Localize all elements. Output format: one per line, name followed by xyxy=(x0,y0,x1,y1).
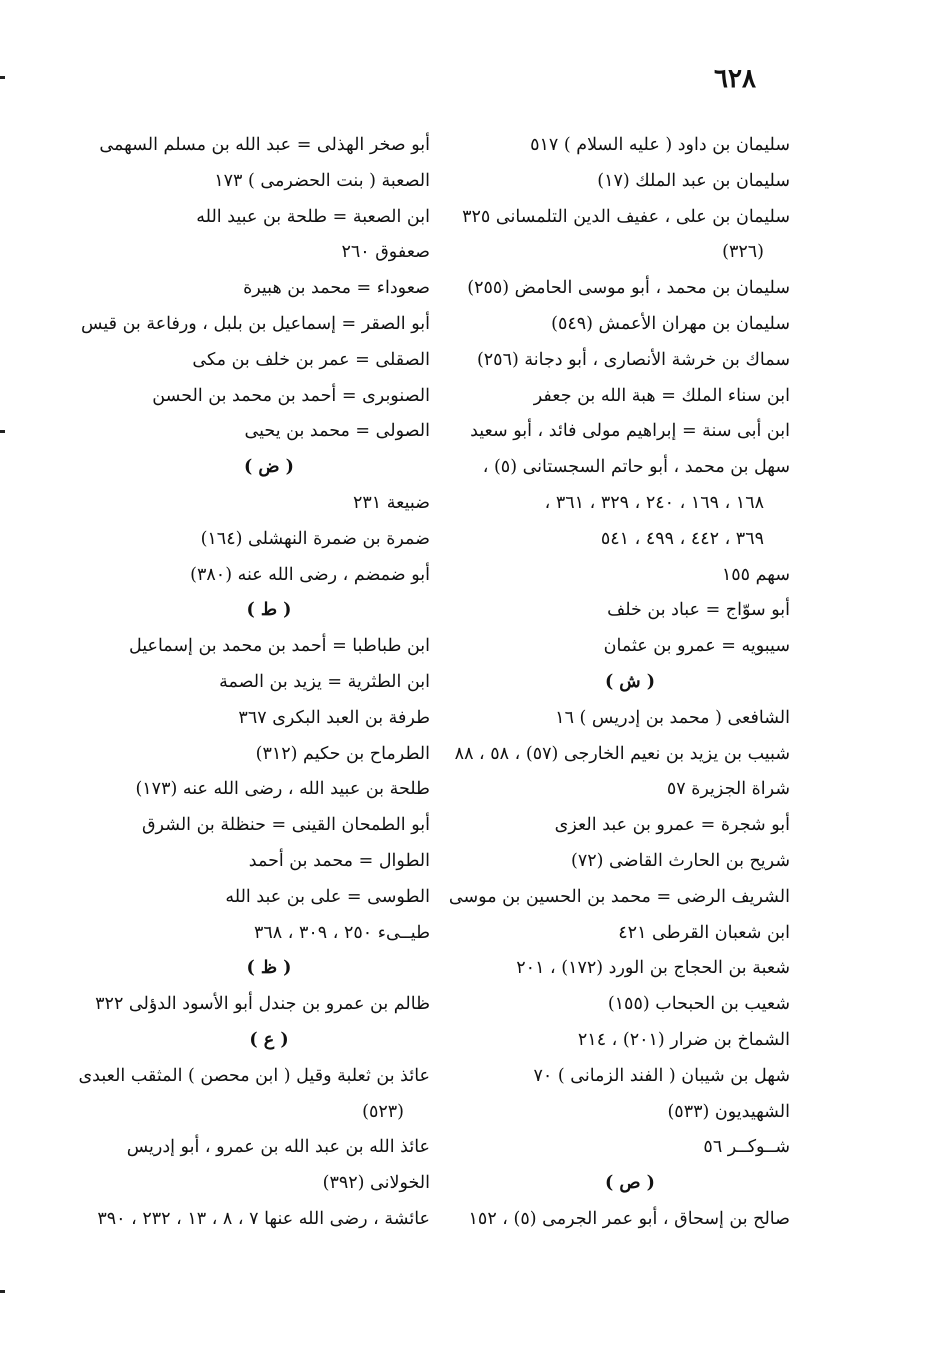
index-entry: عائذ الله بن عبد الله بن عمرو ، أبو إدريس xyxy=(126,1137,430,1158)
index-entry: سهل بن محمد ، أبو حاتم السجستانى (٥) ، xyxy=(482,457,790,478)
index-entry: الخولانى (٣٩٢) xyxy=(322,1173,430,1194)
index-entry: ابن الصعبة = طلحة بن عبيد الله xyxy=(196,206,430,227)
index-entry: أبو صخر الهذلى = عبد الله بن مسلم السهمى xyxy=(99,135,430,155)
index-entry: أبو الطمحان القينى = حنظلة بن الشرق xyxy=(141,815,430,836)
index-entry: الطرماح بن حكيم (٣١٢) xyxy=(255,743,430,764)
scan-mark xyxy=(0,430,5,433)
section-letter-heading: ( ص ) xyxy=(605,1173,655,1194)
scan-mark xyxy=(0,76,5,79)
page-number: ٦٢٨ xyxy=(714,64,756,94)
index-column-right xyxy=(448,128,790,1238)
index-entry: عائذ بن ثعلبة وقيل ( ابن محصن ) المثقب العبدى xyxy=(78,1065,430,1086)
index-entry: الشافعى ( محمد بن إدريس ) ١٦ xyxy=(555,707,790,728)
index-entry: عائشة ، رضى الله عنها ٧ ، ٨ ، ١٣ ، ٢٣٢ ، ٣٩٠ xyxy=(97,1208,430,1229)
index-entry: شبيب بن يزيد بن نعيم الخارجى (٥٧) ، ٥٨ ، ٨٨ xyxy=(454,743,790,764)
index-entry: شــوكــر ٥٦ xyxy=(703,1137,790,1158)
index-entry: سهم ١٥٥ xyxy=(721,564,790,585)
index-entry: صعوداء = محمد بن هبيرة xyxy=(243,278,430,299)
index-entry: أبو سوّاج = عباد بن خلف xyxy=(607,600,790,621)
index-entry: الصعبة ( بنت الحضرمى ) ١٧٣ xyxy=(214,170,430,191)
index-entry: طلحة بن عبيد الله ، رضى الله عنه (١٧٣) xyxy=(135,779,430,800)
index-entry: شعبة بن الحجاج بن الورد (١٧٢) ، ٢٠١ xyxy=(516,958,790,979)
index-entry: سليمان بن مهران الأعمش (٥٤٩) xyxy=(551,313,790,334)
index-entry: الصنوبرى = أحمد بن محمد بن الحسن xyxy=(152,385,430,406)
index-entry-continuation: ٣٦٩ ، ٤٤٢ ، ٤٩٩ ، ٥٤١ xyxy=(600,528,764,549)
index-entry: ابن طباطبا = أحمد بن محمد بن إسماعيل xyxy=(128,636,430,657)
section-letter-heading: ( ظ ) xyxy=(246,958,292,979)
index-entry: شراة الجزيرة ٥٧ xyxy=(666,779,790,800)
index-column-left xyxy=(78,128,430,1238)
section-letter-heading: ( ع ) xyxy=(249,1029,289,1050)
index-entry-continuation: (٥٢٣) xyxy=(362,1101,404,1122)
index-entry: شريح بن الحارث القاضى (٧٢) xyxy=(571,850,790,871)
index-entry: سليمان بن عبد الملك (١٧) xyxy=(597,170,790,191)
index-entry: سليمان بن داود ( عليه السلام ) ٥١٧ xyxy=(530,135,790,155)
index-entry: سليمان بن محمد ، أبو موسى الحامض (٢٥٥) xyxy=(467,278,790,299)
index-entry-continuation: (٣٢٦) xyxy=(722,242,764,263)
index-entry-continuation: ١٦٨ ، ١٦٩ ، ٢٤٠ ، ٣٢٩ ، ٣٦١ ، xyxy=(544,492,764,513)
index-entry: أبو الصقر = إسماعيل بن بلبل ، ورفاعة بن قيس xyxy=(81,313,430,334)
index-entry: سيبويه = عمرو بن عثمان xyxy=(603,636,790,657)
scan-mark xyxy=(0,1290,5,1293)
index-entry: طيــىء ٢٥٠ ، ٣٠٩ ، ٣٦٨ xyxy=(253,922,430,943)
index-entry: صعفوق ٢٦٠ xyxy=(341,242,430,263)
index-entry: ضبيعة ٢٣١ xyxy=(352,492,430,513)
index-entry: صالح بن إسحاق ، أبو عمر الجرمى (٥) ، ١٥٢ xyxy=(468,1208,790,1229)
index-entry: أبو ضمضم ، رضى الله عنه (٣٨٠) xyxy=(190,564,430,585)
section-letter-heading: ( ط ) xyxy=(246,600,292,621)
section-letter-heading: ( ض ) xyxy=(244,457,294,478)
index-entry: الشهيديون (٥٣٣) xyxy=(667,1101,790,1122)
index-entry: الصقلى = عمر بن خلف بن مكى xyxy=(192,349,430,370)
index-entry: الصولى = محمد بن يحيى xyxy=(244,421,430,442)
section-letter-heading: ( ش ) xyxy=(604,671,656,692)
index-entry: شعيب بن الحبحاب (١٥٥) xyxy=(607,994,790,1015)
index-entry: الشماخ بن ضرار (٢٠١) ، ٢١٤ xyxy=(577,1029,790,1050)
index-entry: طرفة بن العبد البكرى ٣٦٧ xyxy=(238,707,430,728)
index-entry: ظالم بن عمرو بن جندل أبو الأسود الدؤلى ٣٢٢ xyxy=(95,994,430,1015)
index-entry: سماك بن خرشة الأنصارى ، أبو دجانة (٢٥٦) xyxy=(476,349,790,370)
index-entry: أبو شجرة = عمرو بن عبد العزى xyxy=(554,815,790,836)
index-entry: سليمان بن على ، عفيف الدين التلمسانى ٣٢٥ xyxy=(462,206,790,227)
index-entry: الطوال = محمد بن أحمد xyxy=(248,850,430,871)
index-entry: ابن الطثرية = يزيد بن الصمة xyxy=(219,671,430,692)
index-entry: ضمرة بن ضمرة النهشلى (١٦٤) xyxy=(200,528,430,549)
index-entry: الطوسى = على بن عبد الله xyxy=(225,886,430,907)
index-entry: ابن سناء الملك = هبة الله بن جعفر xyxy=(533,385,790,406)
index-entry: ابن شعبان القرطى ٤٢١ xyxy=(618,922,790,943)
index-entry: شهل بن شيبان ( الفند الزمانى ) ٧٠ xyxy=(533,1065,790,1086)
index-entry: ابن أبى سنة = إبراهيم مولى فائد ، أبو سعيد xyxy=(470,421,790,442)
index-entry: الشريف الرضى = محمد بن الحسين بن موسى xyxy=(448,886,790,907)
